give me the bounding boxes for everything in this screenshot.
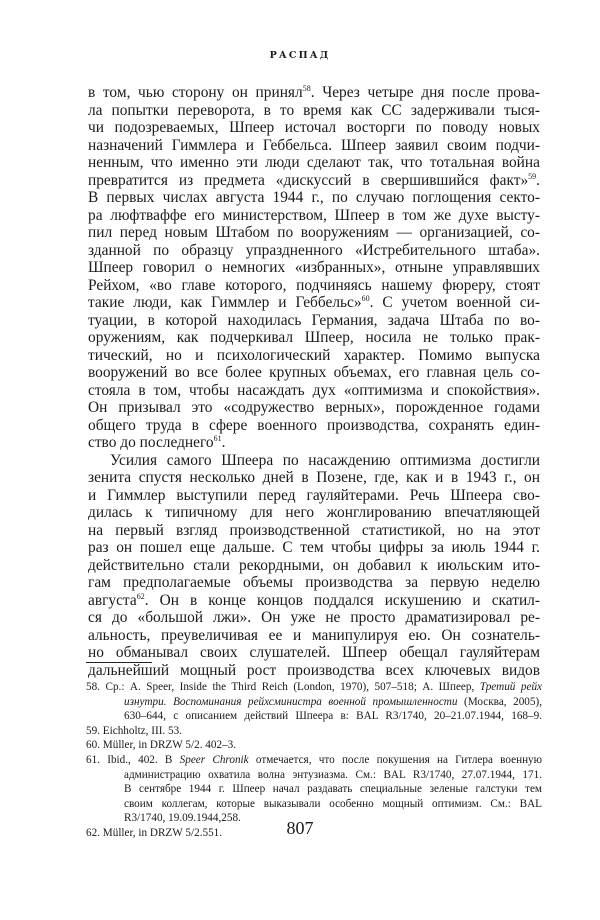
line-text: зданной по образцу упраздненного «Истребительного штаба». (88, 241, 540, 259)
body-text (88, 84, 540, 679)
line-text: в том, чью сторону он принял (88, 84, 303, 101)
text-line (88, 539, 540, 557)
line-text: Рейхом, «во главе которого, подчиняясь нашему фюреру, стоят (88, 276, 540, 294)
line-text: ся до «большой лжи». Он уже не просто драматизировал ре- (88, 609, 540, 626)
line-text: . Через четыре дня после прова- (310, 84, 540, 101)
line-text: В первых числах августа 1944 г., по случаю поглощения секто- (88, 189, 540, 206)
line-text: но обманывал своих слушателей. Шпеер обещал гауляйтерам (88, 644, 540, 661)
line-text: Шпеер говорил о немногих «избранных», отныне управлявших (88, 259, 540, 276)
text-line (88, 312, 540, 330)
line-text: и Гиммлер выступили перед гауляйтерами. Речь Шпеера сво- (88, 486, 540, 504)
text-line (88, 644, 540, 662)
text-line (88, 557, 540, 575)
line-text: раз он пошел еще дальше. С тем чтобы цифры за июль 1944 г. (88, 539, 540, 556)
line-text: на первый взгляд производственной статистикой, но на этот (88, 521, 540, 539)
text-line (88, 224, 540, 242)
footnote (86, 724, 542, 739)
text-line (88, 662, 540, 680)
footnote-divider (86, 662, 152, 663)
line-text: . Он в конце концов поддался искушению и скатил- (144, 591, 540, 609)
footnote-text: администрацию охватила волна энтузиазма. См.: BAL R3/1740, 27.07.1944, 171. (124, 768, 542, 781)
footnote-text: 58. Ср.: A. Speer, Inside the Third Reich (London, 1970), 507–518; А. Шпеер, (86, 681, 480, 693)
footnote-text: 630–644, с описанием действий Шпеера в: BAL R3/1740, 20–21.07.1944, 168–9. (124, 710, 542, 723)
line-text: действительно стали рекордными, он добавил к июльским ито- (88, 556, 540, 574)
footnote-line (86, 724, 542, 739)
footnote-text: отмечается, что после покушения на Гитлера военную (248, 753, 543, 766)
text-line (88, 259, 540, 277)
text-line (88, 207, 540, 225)
text-line (88, 294, 540, 312)
text-line (88, 522, 540, 540)
line-text: стояла в том, чтобы насаждать дух «оптимизма и спокойствия». (88, 381, 540, 399)
line-text: гам предполагаемые объемы производства за первую неделю (88, 574, 540, 591)
text-line (88, 329, 540, 347)
text-line (88, 452, 540, 470)
line-text: ненным, что именно эти люди сделают так, что тотальная война (88, 154, 540, 171)
line-text: тический, но и психологический характер. Помимо выпуска (88, 346, 540, 364)
line-text: Усилия самого Шпеера по насаждению оптимизма достигли (110, 451, 540, 469)
text-line (88, 102, 540, 120)
footnote-text: (Москва, 2005), (457, 695, 543, 708)
text-line (88, 417, 540, 435)
footnote-ref[interactable]: 59 (528, 171, 537, 181)
line-text: зенита спустя несколько дней в Позене, где, как и в 1943 г., он (88, 469, 540, 486)
footnote-line (86, 782, 542, 797)
text-line (88, 399, 540, 417)
line-text: чи подозреваемых, Шпеер источал восторги по поводу новых (88, 119, 540, 136)
text-line (88, 487, 540, 505)
footnote-text: изнутри. Воспоминания рейхсминистра военной промышленности (124, 695, 458, 708)
text-line (88, 504, 540, 522)
text-line (88, 172, 540, 190)
footnote-ref[interactable]: 60 (361, 294, 370, 303)
line-text: . С учетом военной си- (369, 294, 540, 311)
line-text: Он призывал это «содружество верных», порожденное годами (88, 399, 540, 416)
running-header: РАСПАД (269, 50, 331, 61)
text-line (88, 347, 540, 365)
line-text: дилась к типичному для него жонглированию впечатляющей (88, 504, 540, 521)
page-number: 807 (286, 818, 314, 838)
footnote-text: R3/1740, 19.09.1944,258. (124, 812, 241, 825)
line-text: . (536, 171, 540, 189)
line-text: . (221, 434, 226, 451)
line-text: ла попытки переворота, в то время как СС задерживали тыся- (88, 101, 540, 119)
footnote (86, 753, 542, 826)
line-text: ство до последнего (88, 434, 214, 451)
footnote (86, 738, 542, 753)
text-line (88, 609, 540, 627)
line-text: альность, преувеличивая ее и манипулируя ею. Он сознатель- (88, 626, 540, 644)
text-line (88, 627, 540, 645)
line-text: такие люди, как Гиммлер и Геббельс» (88, 294, 362, 311)
line-text: дальнейший мощный рост производства всех ключевых видов (88, 661, 540, 679)
text-line (88, 119, 540, 137)
line-text: вооружений во все более крупных объемах, его главная цель со- (88, 364, 540, 381)
line-text: превратится из предмета «дискуссий в свершившийся факт» (88, 171, 529, 189)
footnote-text: своим коллегам, которые выказывали особенно мощный оптимизм. См.: BAL (124, 797, 542, 810)
line-text: туации, в которой находилась Германия, задача Штаба по во- (88, 311, 540, 329)
line-text: оружениям, как подчеркивал Шпеер, носила не только прак- (88, 329, 540, 346)
footnotes (86, 680, 542, 841)
text-line (88, 189, 540, 207)
footnote-ref[interactable]: 58 (302, 84, 311, 93)
footnote-text: Третий рейх (479, 681, 542, 693)
line-text: августа (88, 591, 137, 609)
text-line (88, 364, 540, 382)
footnote-text: 59. Eichholtz, III. 53. (86, 724, 183, 737)
text-line (88, 592, 540, 610)
footnote-line (86, 797, 542, 812)
footnote-text: 60. Müller, in DRZW 5/2. 402–3. (86, 739, 237, 752)
text-line (88, 84, 540, 102)
text-line (88, 242, 540, 260)
footnote-ref[interactable]: 62 (136, 591, 145, 601)
footnote-line (86, 738, 542, 753)
text-line (88, 382, 540, 400)
footnote (86, 680, 542, 724)
line-text: общего труда в сфере военного производства, сохранять един- (88, 416, 540, 434)
line-text: назначений Гиммлера и Геббельса. Шпеер заявил своим подчи- (88, 136, 540, 154)
text-line (88, 277, 540, 295)
line-text: ра люфтваффе его министерством, Шпеер в том же духе высту- (88, 206, 540, 224)
footnote-line (86, 768, 542, 783)
line-text: пил перед новым Штабом по вооружениям — организацией, со- (88, 224, 540, 241)
footnote-line (86, 709, 542, 724)
footnote-line (86, 753, 542, 768)
text-line (88, 434, 540, 452)
footnote-text: В сентябре 1944 г. Шпеер начал раздавать специальные зеленые галстуки тем (124, 783, 542, 796)
footnote-text: 61. Ibid., 402. В (86, 753, 180, 766)
footnote-text: Speer Chronik (179, 753, 249, 766)
footnote-line (86, 695, 542, 710)
text-line (88, 137, 540, 155)
text-line (88, 574, 540, 592)
footnote-line (86, 680, 542, 695)
text-line (88, 469, 540, 487)
footnote-text: 62. Müller, in DRZW 5/2.551. (86, 826, 223, 839)
text-line (88, 154, 540, 172)
footnote-ref[interactable]: 61 (213, 434, 222, 443)
